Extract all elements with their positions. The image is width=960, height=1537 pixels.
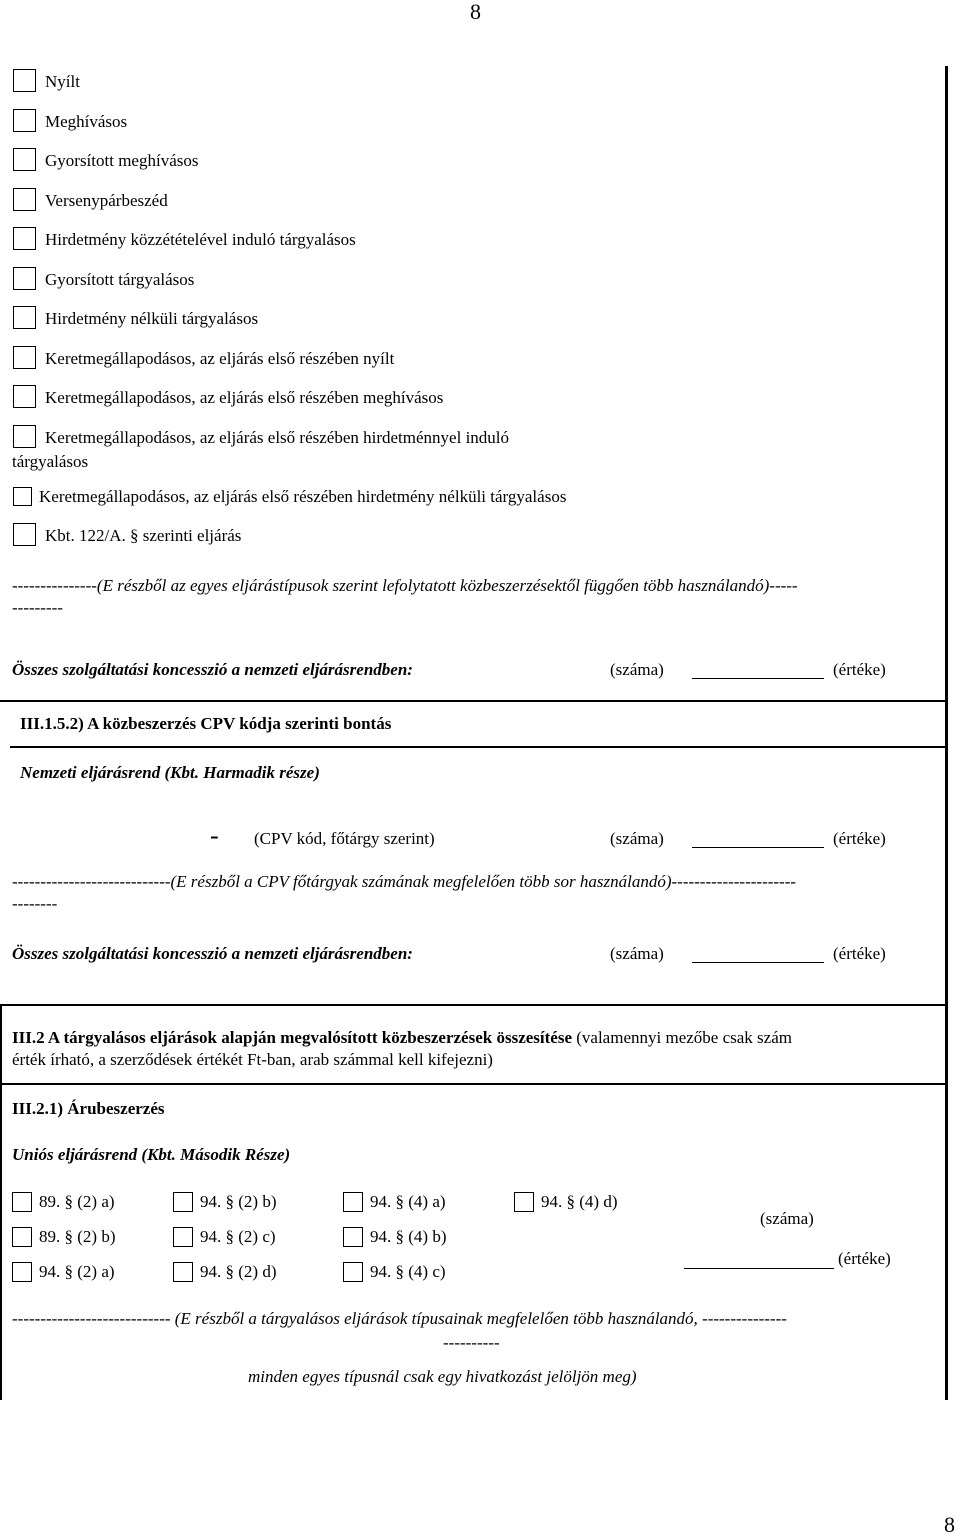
- checkbox-hirdetmeny-targyalasos[interactable]: [13, 227, 36, 250]
- checkbox-nyilt[interactable]: [13, 69, 36, 92]
- checkbox-94-2a[interactable]: [12, 1262, 32, 1282]
- checkbox-gyorsitott-meghivasos[interactable]: [13, 148, 36, 171]
- option-label: 94. § (4) b): [370, 1227, 447, 1246]
- option-label: 94. § (2) d): [200, 1262, 277, 1281]
- form-right-border: [945, 66, 948, 1401]
- checkbox-keret-nyilt[interactable]: [13, 346, 36, 369]
- form-left-border: [0, 1005, 2, 1401]
- checkbox-94-2d[interactable]: [173, 1262, 193, 1282]
- note-line: ----------: [443, 1333, 500, 1352]
- section-number: III.2: [12, 1028, 45, 1047]
- option-label: Hirdetmény nélküli tárgyalásos: [45, 309, 259, 328]
- cpv-dash: -: [210, 821, 219, 850]
- value-label: (értéke): [838, 1249, 891, 1268]
- note-line: ---------------------------- (E részből a tárgyalásos eljárások típusainak megfelelően több használandó, ---------------: [12, 1309, 787, 1328]
- option-label: Hirdetmény közzétételével induló tárgyalásos: [45, 230, 356, 249]
- checkbox-94-2b[interactable]: [173, 1192, 193, 1212]
- count-label: (száma): [610, 944, 664, 963]
- option-label: 89. § (2) a): [39, 1192, 115, 1211]
- checkbox-94-4c[interactable]: [343, 1262, 363, 1282]
- checkbox-keret-hirdetmennyel[interactable]: [13, 425, 36, 448]
- cpv-code-label: (CPV kód, főtárgy szerint): [254, 829, 435, 848]
- note-line: minden egyes típusnál csak egy hivatkozást jelöljön meg): [248, 1367, 637, 1386]
- option-label: Keretmegállapodásos, az eljárás első részében hirdetménnyel induló: [45, 428, 510, 447]
- value-input-line[interactable]: [684, 1268, 834, 1269]
- checkbox-keret-hirdetmeny-nelkuli[interactable]: [13, 487, 32, 506]
- option-label: Meghívásos: [45, 112, 128, 131]
- option-label: 94. § (4) c): [370, 1262, 446, 1281]
- count-label: (száma): [610, 829, 664, 848]
- option-label: 94. § (4) d): [541, 1192, 618, 1211]
- count-label: (száma): [760, 1209, 814, 1228]
- note-line: ---------------(E részből az egyes eljárástípusok szerint lefolytatott közbeszerzésektől függően több használandó)-----: [12, 576, 798, 595]
- subsection-heading: III.2.1) Árubeszerzés: [12, 1099, 165, 1118]
- total-label: Összes szolgáltatási koncesszió a nemzeti eljárásrendben:: [12, 944, 413, 963]
- section-divider: [0, 700, 948, 702]
- heading-underline: [10, 746, 948, 748]
- checkbox-versenyparbeszed[interactable]: [13, 188, 36, 211]
- checkbox-hirdetmeny-nelkuli[interactable]: [13, 306, 36, 329]
- option-label: Gyorsított meghívásos: [45, 151, 199, 170]
- section-divider: [0, 1004, 948, 1006]
- option-label: Gyorsított tárgyalásos: [45, 270, 195, 289]
- option-label: Keretmegállapodásos, az eljárás első részében meghívásos: [45, 388, 444, 407]
- regime-label: Nemzeti eljárásrend (Kbt. Harmadik része): [20, 763, 320, 782]
- section-title: A tárgyalásos eljárások alapján megvalósított közbeszerzések összesítése: [44, 1028, 572, 1047]
- form-bottom-edge: [0, 1400, 948, 1401]
- checkbox-kbt-122a[interactable]: [13, 523, 36, 546]
- checkbox-meghivasos[interactable]: [13, 109, 36, 132]
- option-label: 94. § (4) a): [370, 1192, 446, 1211]
- note-line: ---------: [12, 598, 63, 617]
- checkbox-89-2a[interactable]: [12, 1192, 32, 1212]
- value-input-line[interactable]: [692, 678, 824, 679]
- checkbox-89-2b[interactable]: [12, 1227, 32, 1247]
- value-input-line[interactable]: [692, 847, 824, 848]
- value-label: (értéke): [833, 944, 886, 963]
- checkbox-94-4d[interactable]: [514, 1192, 534, 1212]
- checkbox-keret-meghivasos[interactable]: [13, 385, 36, 408]
- checkbox-gyorsitott-targyalasos[interactable]: [13, 267, 36, 290]
- page-number-top: 8: [470, 0, 481, 24]
- option-label: Keretmegállapodásos, az eljárás első részében hirdetmény nélküli tárgyalásos: [39, 487, 567, 506]
- option-label: 94. § (2) b): [200, 1192, 277, 1211]
- option-label: Nyílt: [45, 72, 80, 91]
- count-label: (száma): [610, 660, 664, 679]
- option-label: 94. § (2) a): [39, 1262, 115, 1281]
- option-label: 89. § (2) b): [39, 1227, 116, 1246]
- checkbox-94-4a[interactable]: [343, 1192, 363, 1212]
- value-label: (értéke): [833, 660, 886, 679]
- section-heading: III.1.5.2) A közbeszerzés CPV kódja szerinti bontás: [20, 714, 392, 733]
- regime-label: Uniós eljárásrend (Kbt. Második Része): [12, 1145, 291, 1164]
- option-label-continued: tárgyalásos: [12, 452, 89, 471]
- checkbox-94-4b[interactable]: [343, 1227, 363, 1247]
- section-instruction-line2: érték írható, a szerződések értékét Ft-ban, arab számmal kell kifejezni): [12, 1050, 493, 1069]
- heading-underline: [0, 1083, 948, 1085]
- option-label: Kbt. 122/A. § szerinti eljárás: [45, 526, 242, 545]
- option-label: Versenypárbeszéd: [45, 191, 168, 210]
- section-heading: [12, 1028, 792, 1048]
- total-label: Összes szolgáltatási koncesszió a nemzeti eljárásrendben:: [12, 660, 413, 679]
- section-instruction: (valamennyi mezőbe csak szám: [572, 1028, 792, 1047]
- checkbox-94-2c[interactable]: [173, 1227, 193, 1247]
- option-label: 94. § (2) c): [200, 1227, 276, 1246]
- note-line: --------: [12, 894, 58, 913]
- value-input-line[interactable]: [692, 962, 824, 963]
- note-line: ----------------------------(E részből a CPV főtárgyak számának megfelelően több sor használandó)----------------------: [12, 872, 797, 891]
- page-number-bottom: 8: [944, 1512, 955, 1537]
- value-label: (értéke): [833, 829, 886, 848]
- option-label: Keretmegállapodásos, az eljárás első részében nyílt: [45, 349, 395, 368]
